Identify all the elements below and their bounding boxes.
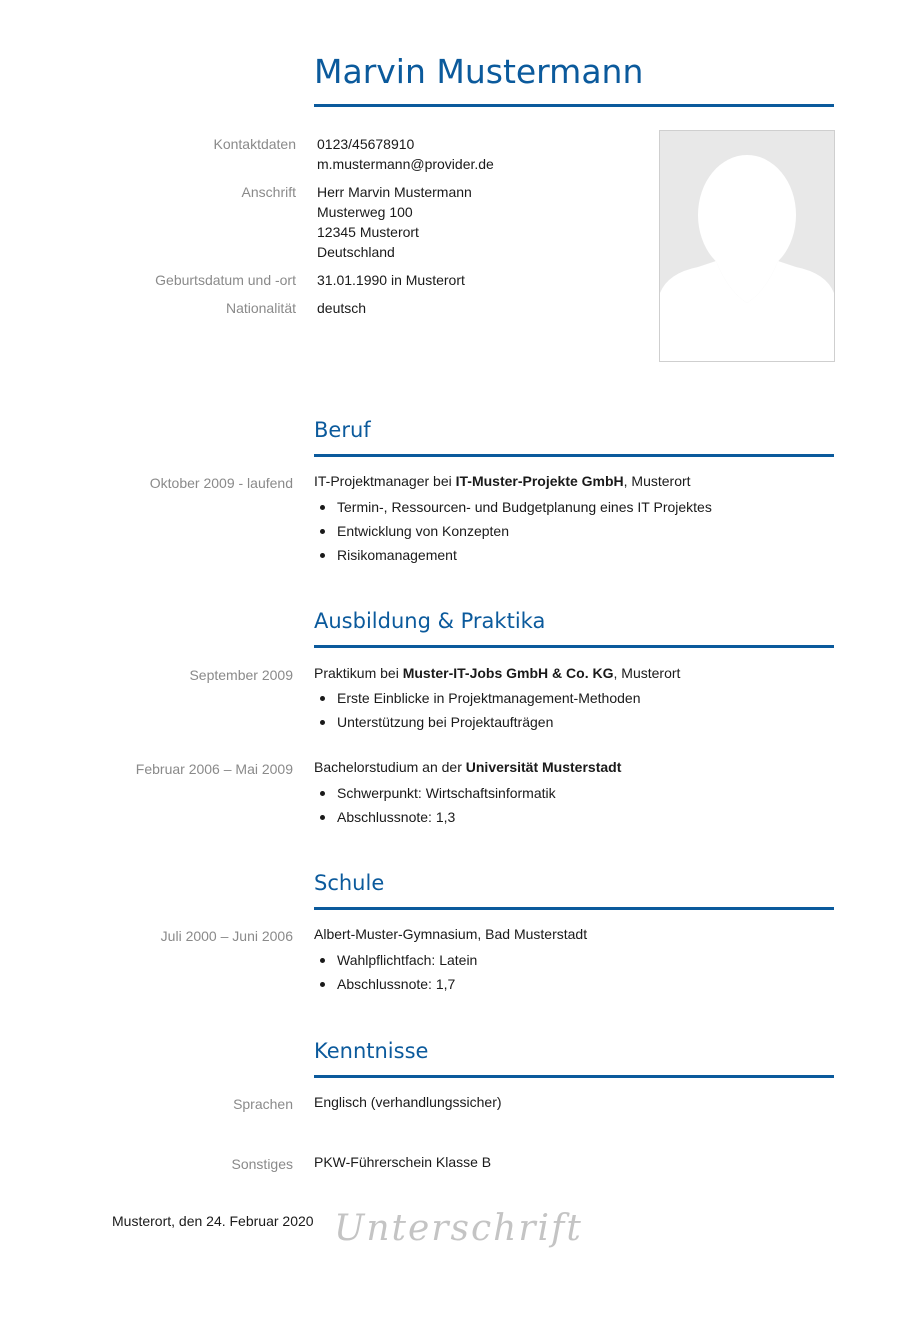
entry-heading xyxy=(314,665,680,681)
title-divider xyxy=(314,104,834,107)
contact-block xyxy=(317,134,494,174)
nationality-value: deutsch xyxy=(317,300,367,316)
section-divider xyxy=(314,454,834,457)
entry-date: Oktober 2009 - laufend xyxy=(149,475,293,491)
address-label: Anschrift xyxy=(241,184,296,200)
profile-photo xyxy=(659,130,835,362)
birth-value: 31.01.1990 in Musterort xyxy=(317,272,465,288)
languages-value: Englisch (verhandlungssicher) xyxy=(314,1094,502,1110)
entry-text: IT-Projektmanager bei xyxy=(314,473,456,489)
entry-text: Bachelorstudium an der xyxy=(314,759,466,775)
employer-name: IT-Muster-Projekte GmbH xyxy=(455,473,624,489)
entry-heading: Albert-Muster-Gymnasium, Bad Musterstadt xyxy=(314,926,588,942)
address-line: Herr Marvin Mustermann xyxy=(317,184,472,200)
address-line: Deutschland xyxy=(317,244,395,260)
section-divider xyxy=(314,907,834,910)
entry-date: Februar 2006 – Mai 2009 xyxy=(135,761,293,777)
address-line: Musterweg 100 xyxy=(317,204,413,220)
employer-name: Muster-IT-Jobs GmbH & Co. KG xyxy=(402,665,614,681)
bullet-list xyxy=(314,495,712,567)
section-title-kenntnisse: Kenntnisse xyxy=(314,1039,429,1063)
entry-heading xyxy=(314,759,621,775)
section-divider xyxy=(314,645,834,648)
phone-value: 0123/45678910 xyxy=(317,136,415,152)
list-item: Termin-, Ressourcen- und Budgetplanung eines IT Projektes xyxy=(314,495,712,519)
entry-date: Juli 2000 – Juni 2006 xyxy=(160,928,293,944)
list-item: Abschlussnote: 1,7 xyxy=(314,972,477,996)
bullet-list xyxy=(314,686,641,734)
address-line: 12345 Musterort xyxy=(317,224,419,240)
section-title-schule: Schule xyxy=(314,871,385,895)
list-item: Abschlussnote: 1,3 xyxy=(314,805,556,829)
list-item: Unterstützung bei Projektaufträgen xyxy=(314,710,641,734)
person-placeholder-icon xyxy=(660,131,834,361)
entry-heading xyxy=(314,473,691,489)
page-title: Marvin Mustermann xyxy=(314,52,644,91)
entry-text: Praktikum bei xyxy=(314,665,403,681)
email-value: m.mustermann@provider.de xyxy=(317,156,494,172)
nationality-label: Nationalität xyxy=(225,300,296,316)
other-label: Sonstiges xyxy=(231,1156,293,1172)
birth-label: Geburtsdatum und -ort xyxy=(155,272,296,288)
list-item: Erste Einblicke in Projektmanagement-Methoden xyxy=(314,686,641,710)
list-item: Risikomanagement xyxy=(314,543,712,567)
list-item: Schwerpunkt: Wirtschaftsinformatik xyxy=(314,781,556,805)
place-date: Musterort, den 24. Februar 2020 xyxy=(112,1213,314,1229)
section-title-beruf: Beruf xyxy=(314,418,371,442)
list-item: Entwicklung von Konzepten xyxy=(314,519,712,543)
bullet-list xyxy=(314,948,477,996)
entry-date: September 2009 xyxy=(189,667,293,683)
section-title-ausbildung: Ausbildung & Praktika xyxy=(314,609,546,633)
contact-label: Kontaktdaten xyxy=(213,136,296,152)
other-value: PKW-Führerschein Klasse B xyxy=(314,1154,492,1170)
list-item: Wahlpflichtfach: Latein xyxy=(314,948,477,972)
section-divider xyxy=(314,1075,834,1078)
entry-location: , Musterort xyxy=(613,665,681,681)
address-block xyxy=(317,182,472,262)
entry-location: , Musterort xyxy=(623,473,691,489)
signature: Unterschrift xyxy=(334,1208,583,1249)
bullet-list xyxy=(314,781,556,829)
languages-label: Sprachen xyxy=(233,1096,293,1112)
university-name: Universität Musterstadt xyxy=(465,759,622,775)
